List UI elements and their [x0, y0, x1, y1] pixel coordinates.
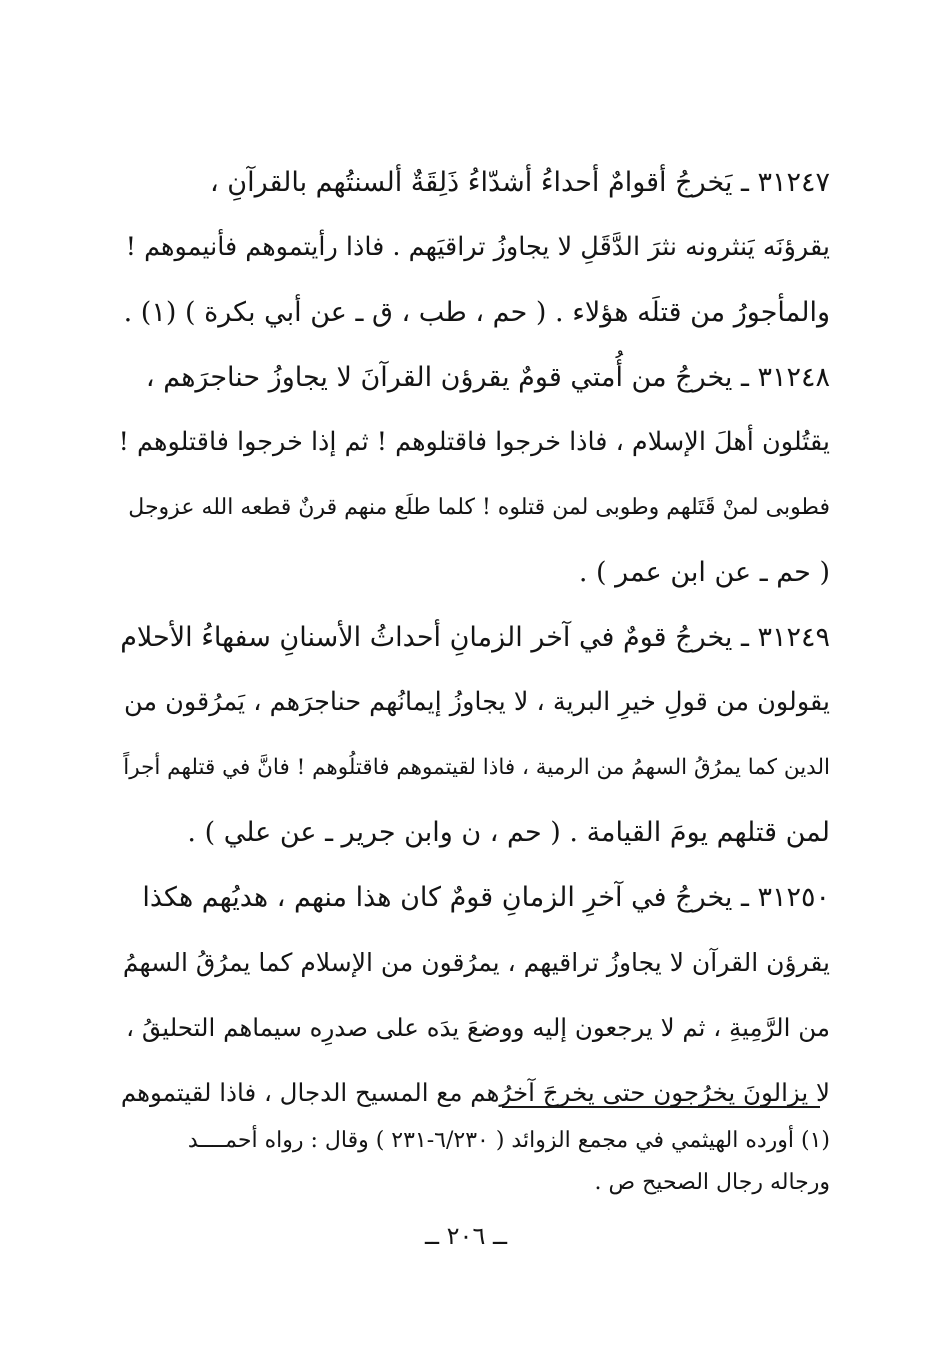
text-line: فطوبى لمنْ قَتَلهم وطوبى لمن قتلوه ! كلما طلَع منهم قرنٌ قطعه الله عزوجل [128, 495, 830, 520]
text-line: لمن قتلهم يومَ القيامة . ( حم ، ن وابن جرير ـ عن علي ) . [187, 817, 830, 848]
footnote-divider [502, 1106, 820, 1108]
footnote [118, 1120, 830, 1204]
hadith-text-block [118, 150, 830, 1125]
text-line: ( حم ـ عن ابن عمر ) . [578, 557, 830, 588]
text-line: لا يزالونَ يخرُجون حتى يخرجَ آخرُهم مع المسيح الدجال ، فاذا لقيتموهم [120, 1078, 830, 1107]
text-line: ٣١٢٤٨ ـ يخرجُ من أُمتي قومٌ يقرؤن القرآنَ لا يجاوزُ حناجرَهم ، [145, 362, 830, 393]
text-line: الدين كما يمرُقُ السهمُ من الرمية ، فاذا لقيتموهم فاقتلُوهم ! فانَّ في قتلهم أجراً [123, 755, 830, 780]
text-line: يقرؤنَه يَنثرونه نثرَ الدَّقَلِ لا يجاوزُ تراقيَهم . فاذا رأيتموهم فأنيموهم ! [125, 232, 830, 262]
footnote-line: ورجاله رجال الصحيح ص . [594, 1170, 830, 1195]
text-line: يقولون من قولِ خيرِ البرية ، لا يجاوزُ إيمانُهم حناجرَهم ، يَمرُقون من [123, 687, 830, 717]
text-line: ٣١٢٤٩ ـ يخرجُ قومٌ في آخر الزمانِ أحداثُ الأسنانِ سفهاءُ الأحلام [120, 622, 830, 653]
page-number: ــ ٢٠٦ ــ [424, 1222, 508, 1250]
footnote-line: (١) أورده الهيثمي في مجمع الزوائد ( ٦/٢٣٠-٢٣١ ) وقال : رواه أحمــــد [187, 1128, 830, 1153]
text-line: يقتُلون أهلَ الإسلام ، فاذا خرجوا فاقتلوهم ! ثم إذا خرجوا فاقتلوهم ! [118, 427, 830, 457]
text-line: يقرؤن القرآن لا يجاوزُ تراقيهم ، يمرُقون من الإسلام كما يمرُقُ السهمُ [122, 948, 830, 977]
text-line: من الرَّمِيةِ ، ثم لا يرجعون إليه ووضعَ يدَه على صدرِه سيماهم التحليقُ ، [126, 1013, 830, 1042]
text-line: ٣١٢٤٧ ـ يَخرجُ أقوامٌ أحداءُ أشدّاءُ ذَلِقَةٌ ألسنتُهم بالقرآنِ ، [209, 167, 830, 198]
text-line: ٣١٢٥٠ ـ يخرجُ في آخرِ الزمانِ قومٌ كان هذا منهم ، هديُهم هكذا [142, 882, 830, 913]
text-line: والمأجورُ من قتلَه هؤلاء . ( حم ، طب ، ق ـ عن أبي بكرة ) (١) . [123, 297, 830, 328]
